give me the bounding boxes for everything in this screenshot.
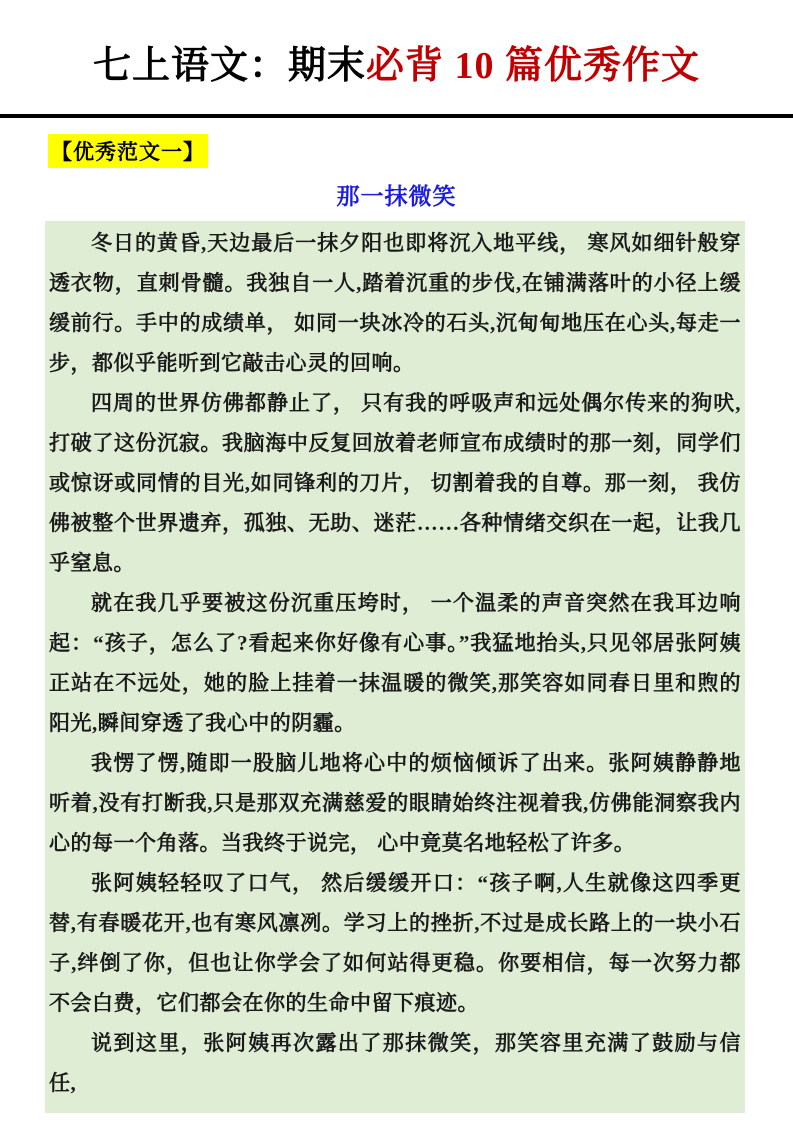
page-title [0, 0, 793, 90]
page-title-red-part: 必背 10 篇优秀作文 [366, 45, 701, 87]
essay-paragraph: 四周的世界仿佛都静止了， 只有我的呼吸声和远处偶尔传来的狗吠,打破了这份沉寂。我脑海中反复回放着老师宣布成绩时的那一刻，同学们或惊讶或同情的目光,如同锋利的刀片， 切割着我的自尊。那一刻， 我仿佛被整个世界遗弃，孤独、无助、迷茫……各种情绪交织在一起，让我几乎窒息。 [49, 390, 741, 575]
section-label-highlighted: 【优秀范文一】 [48, 134, 208, 168]
essay-paragraph: 说到这里，张阿姨再次露出了那抹微笑，那笑容里充满了鼓励与信任, [49, 1030, 741, 1095]
essay-paragraph: 就在我几乎要被这份沉重压垮时， 一个温柔的声音突然在我耳边响起：“孩子，怎么了?看起来你好像有心事。”我猛地抬头,只见邻居张阿姨正站在不远处，她的脸上挂着一抹温暖的微笑,那笑容如同春日里和煦的阳光,瞬间穿透了我心中的阴霾。 [49, 590, 741, 735]
section-label-row [48, 134, 793, 168]
essay-paragraph: 冬日的黄昏,天边最后一抹夕阳也即将沉入地平线， 寒风如细针般穿透衣物，直刺骨髓。我独自一人,踏着沉重的步伐,在铺满落叶的小径上缓缓前行。手中的成绩单， 如同一块冰冷的石头,沉甸甸地压在心头,每走一步，都似乎能听到它敲击心灵的回响。 [49, 230, 741, 375]
essay-paragraph: 张阿姨轻轻叹了口气， 然后缓缓开口：“孩子啊,人生就像这四季更替,有春暖花开,也有寒风凛冽。学习上的挫折,不过是成长路上的一块小石子,绊倒了你，但也让你学会了如何站得更稳。你要相信，每一次努力都不会白费，它们都会在你的生命中留下痕迹。 [49, 870, 741, 1015]
essay-paragraph: 我愣了愣,随即一股脑儿地将心中的烦恼倾诉了出来。张阿姨静静地听着,没有打断我,只是那双充满慈爱的眼睛始终注视着我,仿佛能洞察我内心的每一个角落。当我终于说完， 心中竟莫名地轻松了许多。 [49, 750, 741, 855]
essay-body-block [45, 221, 745, 1113]
page-title-black-part: 七上语文：期末 [92, 45, 366, 87]
essay-title: 那一抹微笑 [336, 183, 457, 209]
title-divider-rule [0, 114, 793, 118]
